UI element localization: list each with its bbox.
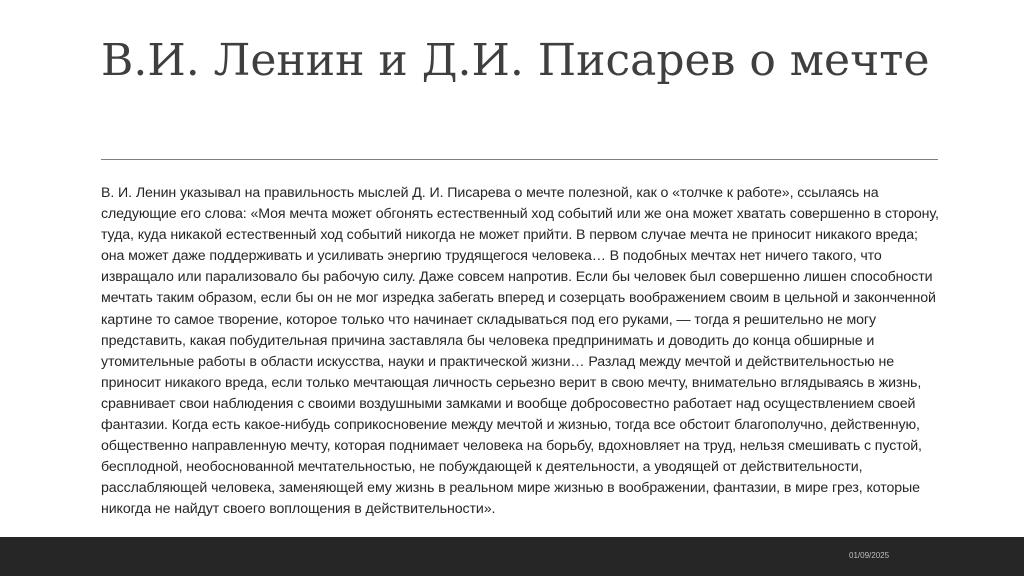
- slide-title: В.И. Ленин и Д.И. Писарев о мечте: [101, 35, 930, 86]
- slide-body-text: В. И. Ленин указывал на правильность мыслей Д. И. Писарева о мечте полезной, как о «толчке к работе», ссылаясь на следующие его слова: «Моя мечта может обгонять естественный ход событий или же она может хватать совершенно в сторону, туда, куда никакой естественный ход событий никогда не может прийти. В первом случае мечта не приносит никакого вреда; она может даже поддерживать и усиливать энергию трудящегося человека… В подобных мечтах нет ничего такого, что извращало или парализовало бы рабочую силу. Даже совсем напротив. Если бы человек был совершенно лишен способности мечтать таким образом, если бы он не мог изредка забегать вперед и созерцать воображением своим в цельной и законченной картине то самое творение, которое только что начинает складываться под его руками, — тогда я решительно не могу представить, какая побудительная причина заставляла бы человека предпринимать и доводить до конца обширные и утомительные работы в области искусства, науки и практической жизни… Разлад между мечтой и действительностью не приносит никакого вреда, если только мечтающая личность серьезно верит в свою мечту, внимательно вглядываясь в жизнь, сравнивает свои наблюдения с своими воздушными замками и вообще добросовестно работает над осуществлением своей фантазии. Когда есть какое-нибудь соприкосновение между мечтой и жизнью, тогда все обстоит благополучно, действенную, общественно направленную мечту, которая поднимает человека на борьбу, вдохновляет на труд, нельзя смешивать с пустой, бесплодной, необоснованной мечтательностью, не побуждающей к деятельности, а уводящей от действительности, расслабляющей человека, заменяющей ему жизнь в реальном мире жизнью в воображении, фантазии, в мире грез, которые никогда не найдут своего воплощения в действительности».: [101, 185, 939, 518]
- slide-date: 01/09/2025: [849, 551, 890, 560]
- title-divider: [101, 159, 938, 160]
- footer-bar: [0, 537, 1024, 576]
